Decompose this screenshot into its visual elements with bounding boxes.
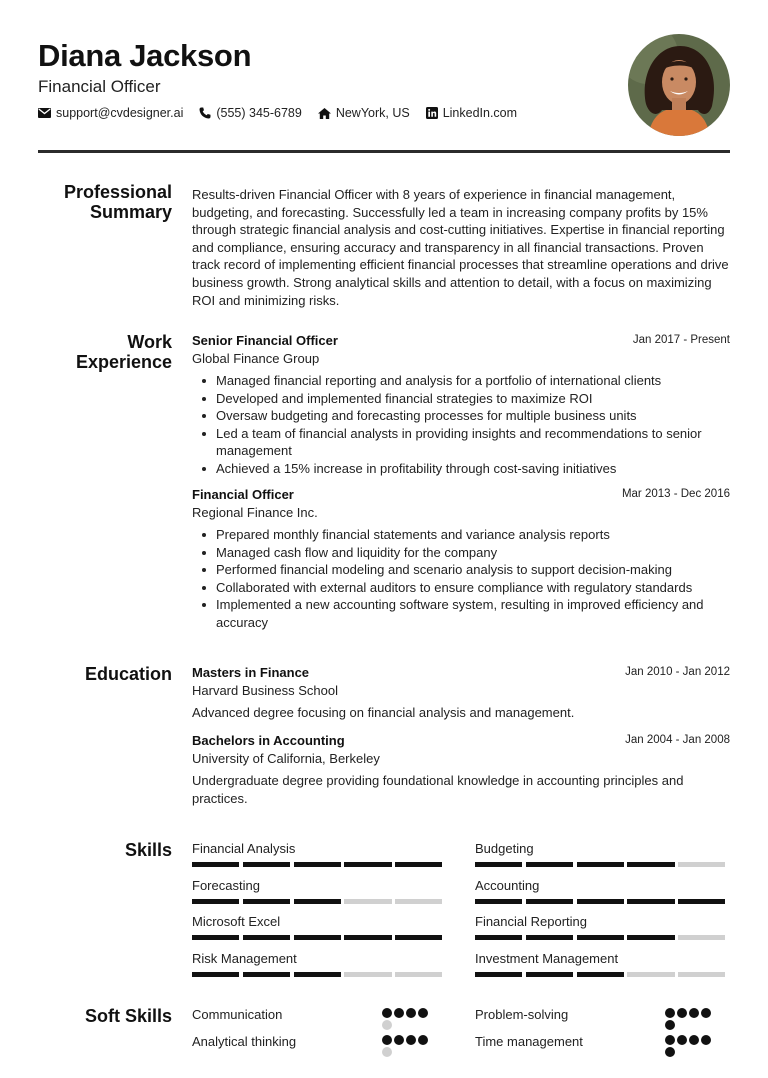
skill-level-bar xyxy=(475,972,729,977)
summary-heading xyxy=(38,182,172,222)
skill-level-segment xyxy=(294,972,341,977)
summary-section xyxy=(38,182,730,312)
summary-heading-line2: Summary xyxy=(89,202,172,222)
skill-level-segment xyxy=(243,935,290,940)
rating-dot xyxy=(406,1035,416,1045)
rating-dot xyxy=(406,1008,416,1018)
skill-level-segment xyxy=(344,972,391,977)
summary-text: Results-driven Financial Officer with 8 years of experience in financial management, budgeting, and forecasting. Successfully led a team in increasing company profits by 15% through strategic financial analysis and cost-cutting initiatives. Expertise in financial reporting and compliance, ensuring accuracy and transparency in all financial transactions. Proven track record of implementing efficient financial processes that streamline operations and drive business growth. Strong analytical skills and attention to detail, with a focus on maximizing ROI and minimizing risks. xyxy=(192,187,729,308)
soft-skills-heading: Soft Skills xyxy=(84,1006,172,1026)
skill-level-segment xyxy=(678,899,725,904)
rating-dot xyxy=(418,1008,428,1018)
rating-dot xyxy=(665,1020,675,1030)
phone-icon xyxy=(199,107,211,119)
job-bullet: Performed financial modeling and scenario analysis to support decision-making xyxy=(192,561,730,579)
soft-skill-item xyxy=(192,1033,446,1059)
job-bullet: Developed and implemented financial strategies to maximize ROI xyxy=(192,390,730,408)
skill-level-segment xyxy=(475,935,522,940)
degree-title: Masters in Finance xyxy=(192,665,310,680)
skill-level-segment xyxy=(475,899,522,904)
contact-location xyxy=(318,106,410,120)
education-date: Jan 2010 - Jan 2012 xyxy=(625,666,730,678)
skill-level-bar xyxy=(475,862,729,867)
soft-skill-item xyxy=(475,1006,729,1032)
skill-name: Forecasting xyxy=(192,877,260,893)
job-bullet: Collaborated with external auditors to ensure compliance with regulatory standards xyxy=(192,579,730,597)
skill-level-bar xyxy=(192,935,446,940)
soft-skill-item xyxy=(192,1006,446,1032)
job-date: Jan 2017 - Present xyxy=(632,334,730,346)
job-bullet: Implemented a new accounting software system, resulting in improved efficiency and accuracy xyxy=(192,596,730,631)
email-text: support@cvdesigner.ai xyxy=(56,106,184,120)
skill-level-segment xyxy=(395,972,442,977)
envelope-icon xyxy=(38,108,51,118)
skill-level-segment xyxy=(577,972,624,977)
skill-level-segment xyxy=(678,862,725,867)
degree-title: Bachelors in Accounting xyxy=(192,733,345,748)
soft-skill-item xyxy=(475,1033,729,1059)
skill-name: Budgeting xyxy=(475,841,534,856)
skill-level-segment xyxy=(627,972,674,977)
experience-section xyxy=(38,332,730,642)
skill-item xyxy=(475,913,729,940)
education-section xyxy=(38,664,730,814)
education-heading: Education xyxy=(84,664,172,684)
experience-heading-line2: Experience xyxy=(75,352,172,372)
rating-dot xyxy=(689,1008,699,1018)
job-title: Senior Financial Officer xyxy=(192,333,338,348)
skill-level-segment xyxy=(627,899,674,904)
job-bullet: Oversaw budgeting and forecasting processes for multiple business units xyxy=(192,407,730,425)
soft-skill-name: Analytical thinking xyxy=(192,1034,297,1049)
skill-level-segment xyxy=(243,862,290,867)
skill-level-segment xyxy=(192,935,239,940)
job-bullet: Led a team of financial analysts in providing insights and recommendations to senior management xyxy=(192,425,730,460)
rating-dot xyxy=(394,1035,404,1045)
location-text: NewYork, US xyxy=(335,106,410,120)
soft-skills-section xyxy=(38,1006,730,1076)
skills-heading: Skills xyxy=(124,840,172,860)
job-entry xyxy=(192,332,730,477)
skill-level-segment xyxy=(395,899,442,904)
skill-name: Microsoft Excel xyxy=(192,914,281,929)
skill-name: Accounting xyxy=(475,877,540,893)
home-icon xyxy=(318,108,331,119)
job-entry xyxy=(192,486,730,631)
job-company: Regional Finance Inc. xyxy=(192,505,318,520)
skill-item xyxy=(192,877,446,904)
contact-linkedin[interactable] xyxy=(426,106,517,120)
education-description: Undergraduate degree providing foundational knowledge in accounting principles and practices. xyxy=(192,773,684,806)
experience-heading xyxy=(38,332,172,372)
rating-dot xyxy=(701,1035,711,1045)
skill-level-segment xyxy=(243,972,290,977)
job-bullet: Prepared monthly financial statements and variance analysis reports xyxy=(192,526,730,544)
skill-level-bar xyxy=(192,862,446,867)
rating-dot xyxy=(382,1047,392,1057)
rating-dot xyxy=(677,1008,687,1018)
skill-name: Financial Reporting xyxy=(475,914,588,929)
skill-level-segment xyxy=(344,899,391,904)
experience-heading-line1: Work xyxy=(127,332,172,352)
skill-level-segment xyxy=(526,972,573,977)
linkedin-text: LinkedIn.com xyxy=(442,106,518,120)
contact-email[interactable] xyxy=(38,106,183,120)
skill-level-bar xyxy=(475,935,729,940)
skill-level-segment xyxy=(577,935,624,940)
skill-level-segment xyxy=(678,972,725,977)
header-divider xyxy=(38,150,730,153)
resume-header xyxy=(38,38,730,138)
job-title: Financial Officer xyxy=(192,487,294,502)
job-company: Global Finance Group xyxy=(192,351,320,366)
skill-level-segment xyxy=(192,862,239,867)
skill-level-segment xyxy=(627,935,674,940)
skill-level-segment xyxy=(294,862,341,867)
skill-item xyxy=(475,840,729,867)
rating-dot xyxy=(394,1008,404,1018)
skill-level-segment xyxy=(627,862,674,867)
job-bullets xyxy=(192,526,730,631)
phone-text: (555) 345-6789 xyxy=(216,106,302,120)
skill-item xyxy=(192,913,446,940)
skill-level-segment xyxy=(577,899,624,904)
rating-dot xyxy=(382,1020,392,1030)
candidate-name: Diana Jackson xyxy=(38,38,252,73)
skill-level-segment xyxy=(192,972,239,977)
job-bullet: Achieved a 15% increase in profitability through cost-saving initiatives xyxy=(192,460,730,478)
school-name: University of California, Berkeley xyxy=(192,751,380,766)
skill-level-segment xyxy=(395,935,442,940)
skill-name: Investment Management xyxy=(475,950,619,966)
skill-level-segment xyxy=(344,935,391,940)
soft-skill-name: Time management xyxy=(475,1034,583,1049)
contact-row xyxy=(38,106,730,120)
job-date: Mar 2013 - Dec 2016 xyxy=(621,488,730,500)
skill-level-segment xyxy=(192,899,239,904)
skill-level-bar xyxy=(192,899,446,904)
rating-dot xyxy=(665,1035,675,1045)
skills-section xyxy=(38,840,730,990)
education-entry xyxy=(192,732,730,808)
linkedin-icon xyxy=(426,107,438,119)
job-bullets xyxy=(192,372,730,477)
skill-level-segment xyxy=(294,899,341,904)
skill-item xyxy=(475,877,729,904)
skill-level-segment xyxy=(577,862,624,867)
rating-dot xyxy=(665,1047,675,1057)
rating-dot xyxy=(689,1035,699,1045)
job-bullet: Managed financial reporting and analysis for a portfolio of international clients xyxy=(192,372,730,390)
rating-dot xyxy=(382,1035,392,1045)
skill-level-segment xyxy=(294,935,341,940)
soft-skill-name: Communication xyxy=(192,1007,283,1022)
skill-level-segment xyxy=(526,862,573,867)
rating-dot xyxy=(677,1035,687,1045)
school-name: Harvard Business School xyxy=(192,683,338,698)
skill-item xyxy=(192,840,446,867)
skill-level-segment xyxy=(678,935,725,940)
skill-item xyxy=(475,950,729,977)
profile-photo xyxy=(628,34,730,136)
candidate-title: Financial Officer xyxy=(38,77,161,96)
summary-heading-line1: Professional xyxy=(63,182,172,202)
education-entry xyxy=(192,664,730,722)
rating-dot xyxy=(701,1008,711,1018)
soft-skill-name: Problem-solving xyxy=(475,1007,569,1022)
rating-dot xyxy=(382,1008,392,1018)
job-bullet: Managed cash flow and liquidity for the company xyxy=(192,544,730,562)
contact-phone[interactable] xyxy=(199,106,301,120)
skill-level-bar xyxy=(192,972,446,977)
skill-level-segment xyxy=(475,972,522,977)
skill-item xyxy=(192,950,446,977)
skill-level-segment xyxy=(526,899,573,904)
skill-name: Risk Management xyxy=(192,950,297,966)
skill-level-segment xyxy=(395,862,442,867)
skill-level-segment xyxy=(243,899,290,904)
skill-name: Financial Analysis xyxy=(192,841,296,856)
education-description: Advanced degree focusing on financial analysis and management. xyxy=(192,705,575,720)
rating-dot xyxy=(418,1035,428,1045)
skill-level-segment xyxy=(526,935,573,940)
skill-level-bar xyxy=(475,899,729,904)
skill-level-segment xyxy=(344,862,391,867)
rating-dot xyxy=(665,1008,675,1018)
education-date: Jan 2004 - Jan 2008 xyxy=(625,734,730,746)
skill-level-segment xyxy=(475,862,522,867)
